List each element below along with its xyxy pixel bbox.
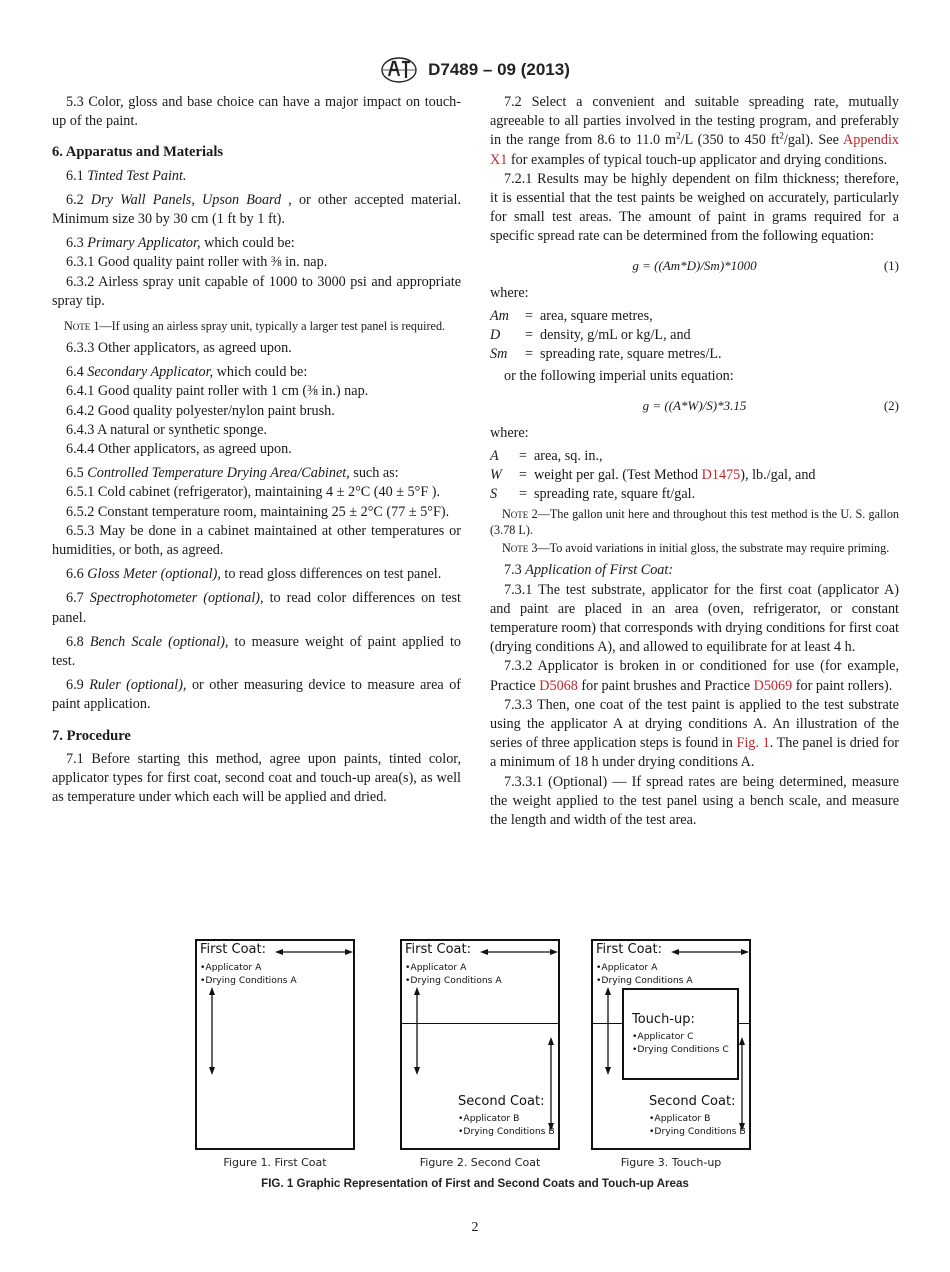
- section-7-3: 7.3 Application of First Coat:: [504, 562, 674, 579]
- section-6-3-1: 6.3.1 Good quality paint roller with ⅜ in. nap.: [66, 254, 328, 271]
- applicator-a-label: •Applicator A: [200, 962, 262, 973]
- section-6-5-3: 6.5.3 May be done in a cabinet maintained at other temperatures or humidities, or both, as agreed.: [52, 522, 461, 559]
- section-7-3-3: 7.3.3 Then, one coat of the test paint is applied to the test substrate using the applicator A at drying conditions A. An illustration of the series of three application steps is found in Fig. 1. The panel is dried for a minimum of 18 h under drying conditions A.: [490, 696, 900, 771]
- drying-a-label: •Drying Conditions A: [405, 975, 502, 986]
- figure-1-group: [0, 939, 950, 1179]
- horizontal-arrow-icon: [671, 947, 749, 957]
- touch-up-title: Touch-up:: [632, 1012, 695, 1027]
- figure-first-coat-panel: [195, 939, 355, 1150]
- definition-row: D = density, g/mL or kg/L, and: [490, 327, 691, 344]
- definition-row: A = area, sq. in.,: [490, 447, 603, 464]
- section-7-3-2: 7.3.2 Applicator is broken in or conditioned for use (for example, Practice D5068 for paint brushes and Practice D5069 for paint rollers).: [490, 658, 899, 694]
- where-label-1: where:: [490, 284, 529, 301]
- section-6-5-1: 6.5.1 Cold cabinet (refrigerator), maintaining 4 ± 2°C (40 ± 5°F ).: [66, 484, 441, 501]
- figure-second-coat-panel: [400, 939, 560, 1150]
- section-6-4-1: 6.4.1 Good quality paint roller with 1 cm (⅜ in.) nap.: [66, 383, 369, 400]
- astm-logo-icon: [380, 56, 418, 84]
- drying-c-label: •Drying Conditions C: [632, 1044, 729, 1055]
- imperial-intro: or the following imperial units equation:: [504, 368, 734, 385]
- section-5-3: 5.3 Color, gloss and base choice can have a major impact on touch-up of the paint.: [52, 94, 461, 130]
- section-6-3-2: 6.3.2 Airless spray unit capable of 1000 to 3000 psi and appropriate spray tip.: [52, 273, 461, 309]
- figure-main-caption: FIG. 1 Graphic Representation of First and Second Coats and Touch-up Areas: [261, 1177, 689, 1190]
- section-7-2: 7.2 Select a convenient and suitable spreading rate, mutually agreeable to all parties involved in the testing program, and preferably in the range from 8.6 to 11.0 $m^2/L$ (350 to 450 $ft^2/gal$). See Appendix X1 for examples of typical touch-up applicator and drying conditions.: [490, 94, 900, 168]
- section-6-7: 6.7 Spectrophotometer (optional), to read color differences on test panel.: [52, 590, 462, 626]
- first-coat-title: First Coat:: [405, 942, 471, 957]
- vertical-arrow-icon: [603, 987, 613, 1075]
- section-7-1: 7.1 Before starting this method, agree upon paints, tinted color, applicator types for first coat, second coat and touch-up area(s), as well as temperature under which each will be applied and dried.: [52, 750, 461, 806]
- definition-row: S = spreading rate, square ft/gal.: [490, 486, 696, 503]
- section-7-3-1: 7.3.1 The test substrate, applicator for the first coat (applicator A) and paint are placed in an area (oven, refrigerator, or constant temperature room) that corresponds with drying conditions for first coat (drying conditions A), and allowed to equilibrate for at least 4 h.: [490, 581, 899, 656]
- second-coat-title: Second Coat:: [458, 1094, 545, 1109]
- section-6-8: 6.8 Bench Scale (optional), to measure weight of paint applied to test.: [52, 633, 461, 670]
- equation-1-formula: g = ((Am*D)/Sm)*1000: [632, 257, 757, 273]
- vertical-arrow-icon: [412, 987, 422, 1075]
- touch-up-area: [622, 988, 739, 1080]
- page-header: [0, 56, 950, 84]
- equation-2-number: (2): [883, 397, 899, 413]
- section-6-4-3: 6.4.3 A natural or synthetic sponge.: [66, 421, 267, 438]
- section-6-5-2: 6.5.2 Constant temperature room, maintaining 25 ± 2°C (77 ± 5°F).: [66, 503, 450, 520]
- section-6-2: 6.2 Dry Wall Panels, Upson Board , or other accepted material. Minimum size 30 by 30 cm (1 ft by 1 ft).: [52, 191, 461, 228]
- document-designation: D7489 – 09 (2013): [428, 60, 570, 79]
- note-2: Note 2—The gallon unit here and throughout this test method is the U. S. gallon (3.78 L).: [490, 507, 900, 538]
- where-label-2: where:: [490, 424, 529, 441]
- applicator-a-label: •Applicator A: [596, 962, 658, 973]
- equation-1-number: (1): [883, 257, 899, 273]
- coat-divider-line: [402, 1023, 558, 1024]
- vertical-arrow-icon: [546, 1037, 556, 1131]
- right-column: [490, 93, 899, 830]
- horizontal-arrow-icon: [480, 947, 558, 957]
- d1475-link[interactable]: D1475: [701, 467, 741, 484]
- first-coat-title: First Coat:: [596, 942, 662, 957]
- note-1: Note 1—If using an airless spray unit, typically a larger test panel is required.: [64, 319, 446, 334]
- heading-apparatus: 6. Apparatus and Materials: [52, 144, 224, 161]
- heading-procedure: 7. Procedure: [52, 727, 131, 744]
- horizontal-arrow-icon: [275, 947, 353, 957]
- figure-2-caption: Figure 2. Second Coat: [419, 1156, 541, 1169]
- figure-1-caption: Figure 1. First Coat: [223, 1156, 327, 1169]
- definition-row: W = weight per gal. (Test Method D1475), lb./gal, and: [490, 467, 816, 484]
- drying-a-label: •Drying Conditions A: [596, 975, 693, 986]
- equation-1: [490, 252, 899, 278]
- section-7-2-1: 7.2.1 Results may be highly dependent on film thickness; therefore, it is essential that the test paints be weighed on accurately, particularly for small test areas. The amount of paint in grams required for a specific spread rate can be determined from the following equation:: [490, 170, 899, 245]
- figure-3-caption: Figure 3. Touch-up: [620, 1156, 722, 1169]
- drying-b-label: •Drying Conditions B: [649, 1126, 746, 1137]
- drying-a-label: •Drying Conditions A: [200, 975, 297, 986]
- section-6-3: 6.3 Primary Applicator, which could be:: [66, 235, 295, 252]
- d5068-link[interactable]: D5068: [539, 677, 578, 694]
- appendix-x1-link[interactable]: Appendix X1: [490, 132, 900, 168]
- second-coat-title: Second Coat:: [649, 1094, 736, 1109]
- figure-touch-up-panel: [591, 939, 751, 1150]
- section-6-9: 6.9 Ruler (optional), or other measuring device to measure area of paint application.: [52, 677, 462, 713]
- definition-row: Sm = spreading rate, square metres/L.: [490, 346, 722, 363]
- note-3: Note 3—To avoid variations in initial gloss, the substrate may require priming.: [502, 541, 890, 556]
- section-7-3-3-1: 7.3.3.1 (Optional) — If spread rates are being determined, measure the weight applied to the test panel using a bench scale, and measure the length and width of the test area.: [490, 773, 899, 829]
- definition-row: Am = area, square metres,: [490, 307, 653, 324]
- section-6-1: 6.1 Tinted Test Paint.: [66, 167, 187, 184]
- fig-1-link[interactable]: Fig. 1: [736, 735, 770, 752]
- section-6-6: 6.6 Gloss Meter (optional), to read gloss differences on test panel.: [66, 566, 442, 583]
- equation-2-formula: g = ((A*W)/S)*3.15: [642, 397, 747, 413]
- applicator-b-label: •Applicator B: [649, 1113, 711, 1124]
- applicator-a-label: •Applicator A: [405, 962, 467, 973]
- first-coat-title: First Coat:: [200, 942, 266, 957]
- equation-2: [490, 392, 899, 418]
- section-6-4-2: 6.4.2 Good quality polyester/nylon paint brush.: [66, 402, 335, 419]
- vertical-arrow-icon: [207, 987, 217, 1075]
- page-number: 2: [471, 1220, 479, 1235]
- section-6-3-3: 6.3.3 Other applicators, as agreed upon.: [66, 340, 292, 357]
- d5069-link[interactable]: D5069: [753, 677, 793, 694]
- variable-definitions-1: [490, 307, 899, 365]
- section-6-4: 6.4 Secondary Applicator, which could be:: [66, 364, 308, 381]
- left-column: [52, 93, 461, 808]
- section-6-5: 6.5 Controlled Temperature Drying Area/Cabinet, such as:: [66, 465, 399, 482]
- drying-b-label: •Drying Conditions B: [458, 1126, 555, 1137]
- applicator-b-label: •Applicator B: [458, 1113, 520, 1124]
- variable-definitions-2: [490, 447, 899, 505]
- section-6-4-4: 6.4.4 Other applicators, as agreed upon.: [66, 441, 292, 458]
- applicator-c-label: •Applicator C: [632, 1031, 694, 1042]
